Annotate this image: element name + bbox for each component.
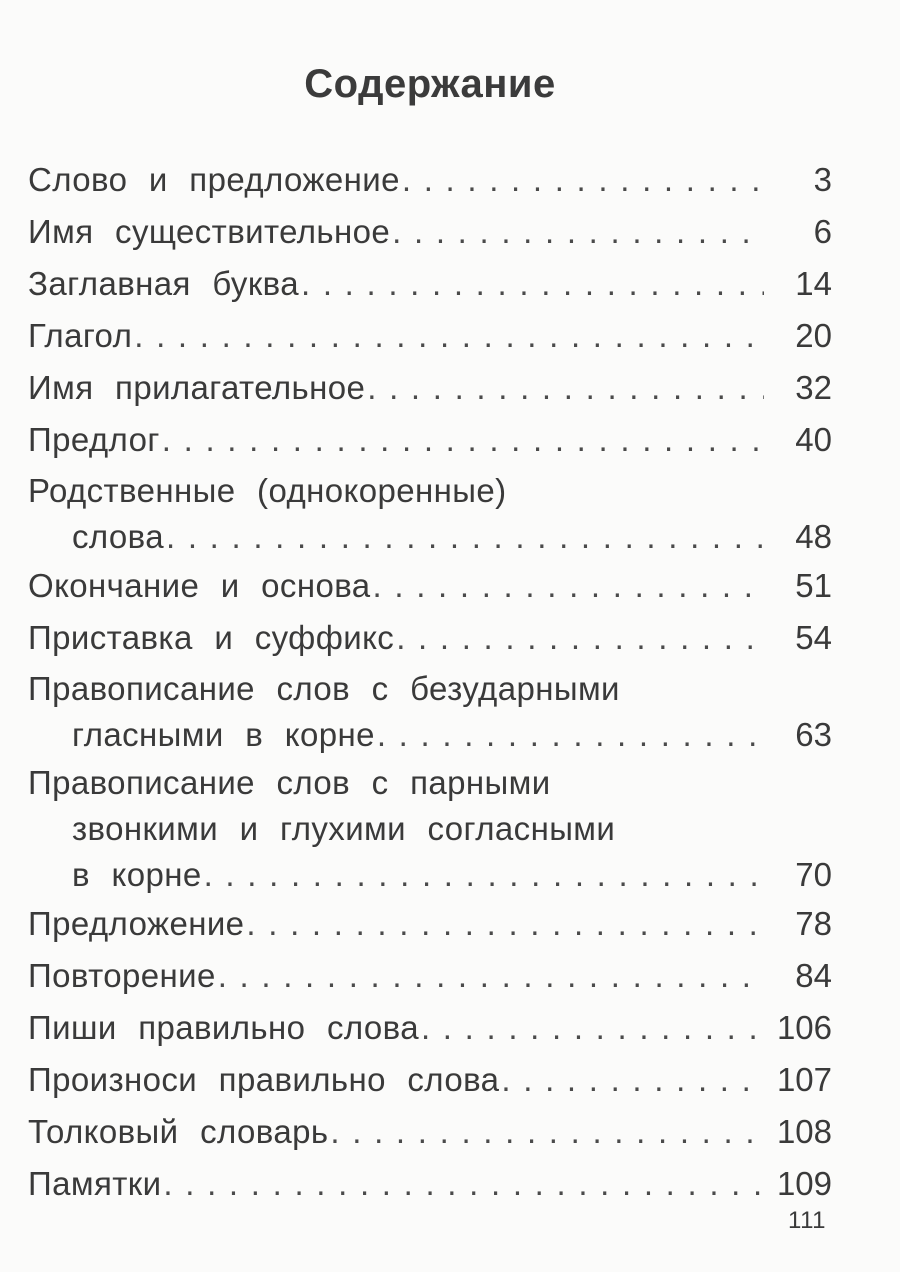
toc-entry-title: Родственные (однокоренные): [28, 472, 507, 509]
toc-entry-title: Памятки: [28, 1165, 162, 1202]
toc-entry: [28, 1106, 832, 1158]
toc-entry-title: Повторение: [28, 957, 216, 994]
toc-entry-title: Глагол: [28, 317, 133, 354]
dot-leader: [162, 414, 764, 466]
toc-entry-page: 48: [795, 518, 832, 555]
toc-entry: [28, 1054, 832, 1106]
table-of-contents: [28, 154, 832, 1210]
dot-leader: [204, 852, 764, 898]
toc-entry-title: Заглавная буква: [28, 265, 299, 302]
dot-leader: [396, 612, 764, 664]
toc-entry-page: 108: [776, 1113, 832, 1150]
toc-entry: [28, 1158, 832, 1210]
toc-entry-title: Имя прилагательное: [28, 369, 366, 406]
toc-entry-title: Предлог: [28, 421, 160, 458]
toc-entry: [28, 612, 832, 664]
dot-leader: [392, 206, 764, 258]
toc-entry-page: 32: [795, 369, 832, 406]
dot-leader: [421, 1002, 764, 1054]
toc-entry-title-continued: звонкими и глухими согласными: [72, 810, 616, 847]
dot-leader: [377, 712, 764, 758]
toc-entry-title: Предложение: [28, 905, 245, 942]
dot-leader: [501, 1054, 764, 1106]
toc-entry: [28, 258, 832, 310]
dot-leader: [367, 362, 764, 414]
toc-entry-page: 107: [776, 1061, 832, 1098]
toc-entry-page: 14: [795, 265, 832, 302]
toc-entry-title-continued: слова: [72, 518, 164, 555]
dot-leader: [218, 950, 764, 1002]
toc-entry: [28, 666, 832, 758]
toc-entry: [28, 950, 832, 1002]
toc-entry: [28, 310, 832, 362]
page-title: Содержание: [304, 62, 556, 106]
toc-entry-title: Произноси правильно слова: [28, 1061, 500, 1098]
toc-entry: [28, 414, 832, 466]
toc-entry-title: Толковый словарь: [28, 1113, 329, 1150]
page-number: 111: [788, 1207, 826, 1234]
toc-entry-page: 70: [795, 856, 832, 893]
toc-entry-page: 3: [813, 161, 832, 198]
toc-entry-page: 84: [795, 957, 832, 994]
toc-entry-page: 20: [795, 317, 832, 354]
toc-entry: [28, 1002, 832, 1054]
dot-leader: [163, 1158, 764, 1210]
toc-entry-title: Правописание слов с безударными: [28, 670, 620, 707]
toc-entry-page: 109: [776, 1165, 832, 1202]
dot-leader: [373, 560, 764, 612]
toc-entry-title: Правописание слов с парными: [28, 764, 551, 801]
toc-entry-title: Окончание и основа: [28, 567, 371, 604]
toc-entry-page: 54: [795, 619, 832, 656]
toc-entry-page: 51: [795, 567, 832, 604]
toc-entry-page: 40: [795, 421, 832, 458]
toc-entry-page: 78: [795, 905, 832, 942]
toc-entry: [28, 898, 832, 950]
dot-leader: [402, 154, 764, 206]
toc-entry: [28, 362, 832, 414]
toc-entry: [28, 206, 832, 258]
toc-entry: [28, 760, 832, 898]
dot-leader: [330, 1106, 764, 1158]
toc-entry-title: Приставка и суффикс: [28, 619, 395, 656]
toc-entry: [28, 468, 832, 560]
toc-entry-page: 63: [795, 716, 832, 753]
toc-entry-title: Пиши правильно слова: [28, 1009, 419, 1046]
toc-entry-title-continued: гласными в корне: [72, 716, 375, 753]
toc-entry-page: 6: [813, 213, 832, 250]
toc-entry: [28, 154, 832, 206]
dot-leader: [166, 514, 764, 560]
toc-entry-title: Слово и предложение: [28, 161, 400, 198]
toc-entry: [28, 560, 832, 612]
toc-entry-title: Имя существительное: [28, 213, 391, 250]
toc-entry-page: 106: [776, 1009, 832, 1046]
dot-leader: [301, 258, 764, 310]
dot-leader: [246, 898, 764, 950]
dot-leader: [134, 310, 764, 362]
toc-entry-title-continued: в корне: [72, 856, 202, 893]
